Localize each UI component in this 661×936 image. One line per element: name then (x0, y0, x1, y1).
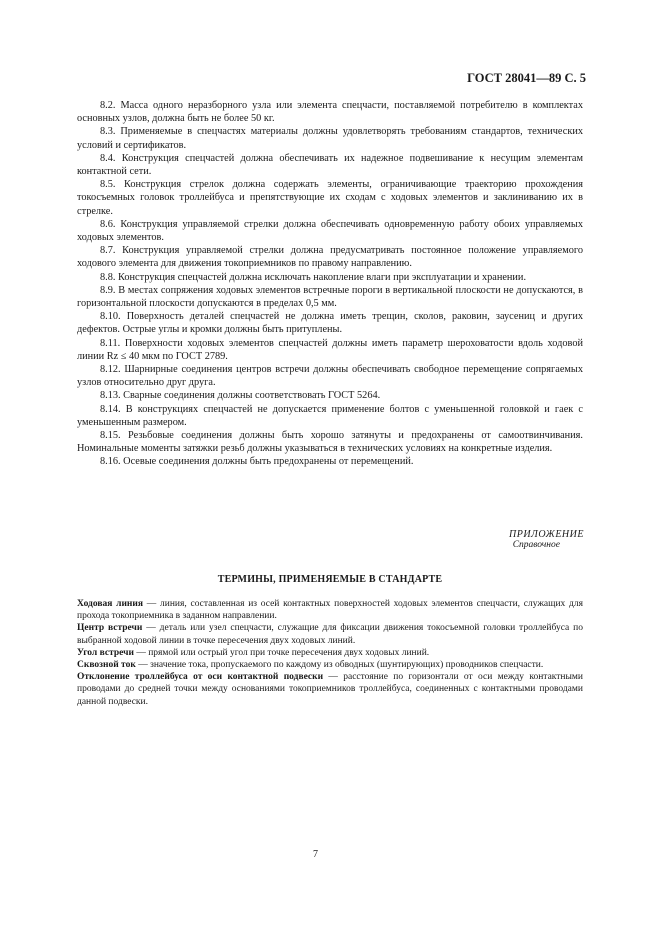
clause-8-12: 8.12. Шарнирные соединения центров встречи должны обеспечивать свободное перемещение сопрягаемых узлов относительно друг друга. (77, 364, 583, 389)
page-header: ГОСТ 28041—89 С. 5 (467, 71, 586, 85)
clause-8-4: 8.4. Конструкция спецчастей должна обеспечивать их надежное подвешивание к несущим элементам контактной сети. (77, 152, 583, 178)
term-item (77, 622, 583, 646)
clause-8-14: 8.14. В конструкциях спецчастей не допускается применение болтов с уменьшенной головкой и гаек с уменьшенным размером. (77, 403, 583, 428)
term-item (77, 647, 583, 659)
requirements-body (77, 99, 583, 469)
appendix-subtitle: Справочное (512, 540, 560, 550)
term-name: Угол встречи (77, 647, 134, 658)
term-name: Ходовая линия (77, 599, 144, 609)
term-item (77, 659, 583, 671)
terms-list (77, 598, 583, 708)
terms-section-title: ТЕРМИНЫ, ПРИМЕНЯЕМЫЕ В СТАНДАРТЕ (217, 574, 443, 585)
clause-8-16: 8.16. Осевые соединения должны быть предохранены от перемещений. (100, 456, 414, 468)
term-name: Отклонение троллейбуса от оси контактной подвески (77, 672, 324, 683)
term-definition: — значение тока, пропускаемого по каждому из обводных (шунтирующих) проводников спецчасти. (135, 660, 544, 671)
clause-8-5: 8.5. Конструкция стрелок должна содержать элементы, ограничивающие траекторию прохождения токосъемных головок троллейбуса и препятствующие их сходам с ходовых элементов и заклиниванию их в стрелке. (77, 179, 583, 217)
term-name: Центр встречи (77, 623, 143, 634)
term-definition: — расстояние по горизонтали от оси между контактными проводами до средней точки между основаниями токоприемников троллейбуса, соединенных с контактными проводами данной подвески. (77, 672, 583, 707)
clause-8-15: 8.15. Резьбовые соединения должны быть хорошо затянуты и предохранены от самоотвинчивания. Номинальные моменты затяжки резьб должны указываться в технических условиях на конкретные изделия. (77, 430, 583, 455)
term-name: Сквозной ток (77, 660, 136, 671)
clause-8-10: 8.10. Поверхность деталей спецчастей не должна иметь трещин, сколов, раковин, заусениц и других дефектов. Острые углы и кромки должны быть притуплены. (77, 311, 583, 336)
term-definition: — деталь или узел спецчасти, служащие для фиксации движения токосъемной головки троллейбуса по выбранной ходовой линии в точке пересечения двух ходовых линий. (77, 623, 583, 646)
clause-8-13: 8.13. Сварные соединения должны соответствовать ГОСТ 5264. (100, 390, 381, 402)
term-definition: — прямой или острый угол при точке пересечения двух ходовых линий. (133, 647, 430, 658)
clause-8-7: 8.7. Конструкция управляемой стрелки должна предусматривать постоянное положение управляемого ходового элемента для движения токоприемников по правому направлению. (77, 245, 583, 270)
clause-8-3: 8.3. Применяемые в спецчастях материалы должны удовлетворять требованиям стандартов, технических условий и сертификатов. (77, 126, 583, 151)
page-number: 7 (313, 849, 318, 860)
term-definition: — линия, составленная из осей контактных поверхностей ходовых элементов спецчасти, служащих для прохода токоприемника в заданном направлении. (77, 599, 583, 622)
term-item (77, 598, 583, 622)
clause-8-11: 8.11. Поверхности ходовых элементов спецчастей должны иметь параметр шероховатости вдоль ходовой линии Rz ≤ 40 мкм по ГОСТ 2789. (77, 337, 583, 362)
appendix-label (509, 529, 584, 551)
term-item (77, 671, 583, 708)
clause-8-6: 8.6. Конструкция управляемой стрелки должна обеспечивать одновременную работу обоих управляемых ходовых элементов. (77, 218, 583, 244)
clause-8-9: 8.9. В местах сопряжения ходовых элементов встречные пороги в вертикальной плоскости не допускаются, в горизонтальной плоскости допускаются в пределах 0,5 мм. (77, 284, 583, 310)
appendix-title: ПРИЛОЖЕНИЕ (509, 529, 584, 540)
clause-8-8: 8.8. Конструкция спецчастей должна исключать накопление влаги при эксплуатации и хранении. (100, 271, 527, 283)
clause-8-2: 8.2. Масса одного неразборного узла или элемента спецчасти, поставляемой потребителю в комплектах основных узлов, должна быть не более 50 кг. (77, 100, 583, 125)
